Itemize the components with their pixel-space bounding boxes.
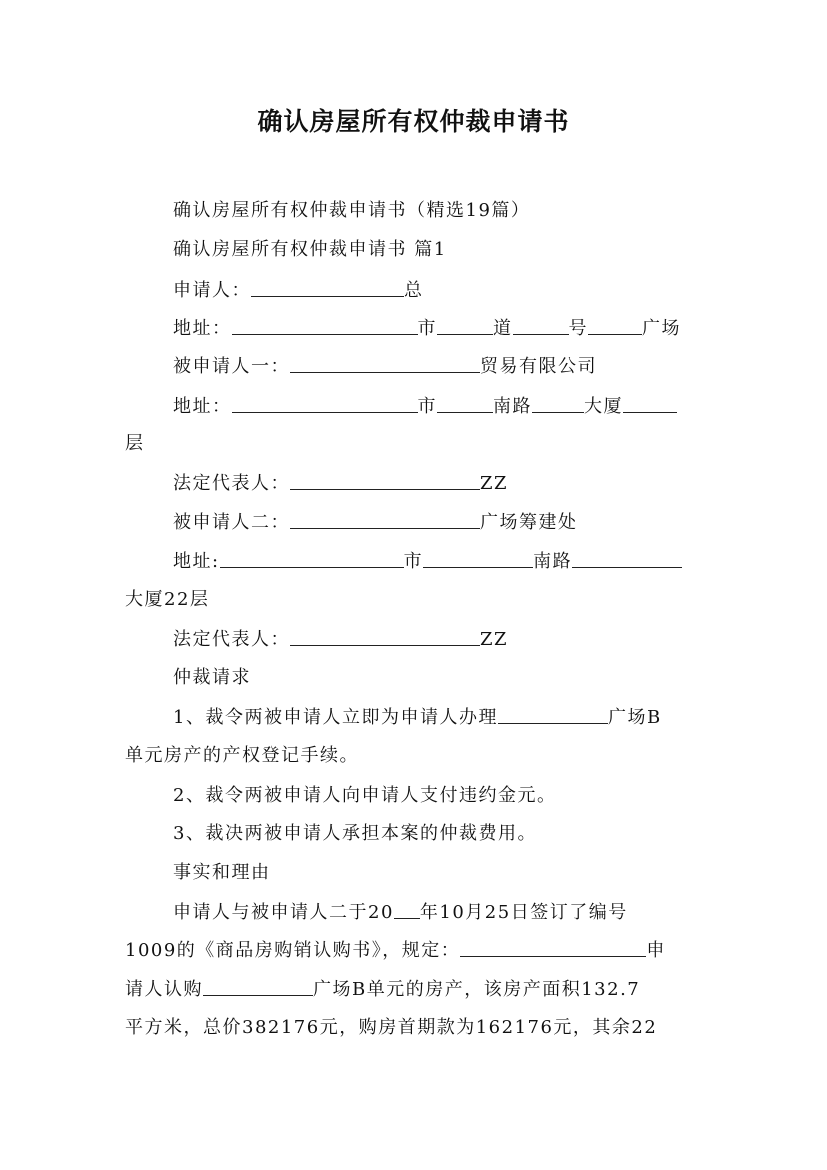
label: 法定代表人： bbox=[173, 473, 290, 494]
text: 市 bbox=[417, 318, 437, 339]
text: 南路 bbox=[493, 396, 532, 417]
section-heading bbox=[173, 238, 447, 262]
respondent-two-address-line bbox=[173, 549, 682, 574]
text: 南路 bbox=[533, 551, 573, 572]
blank-underline bbox=[498, 705, 608, 724]
blank-underline bbox=[290, 510, 480, 529]
text: 1009的《商品房购销认购书》，规定： bbox=[125, 940, 461, 961]
text: 1、裁令两被申请人立即为申请人办理 bbox=[173, 707, 498, 728]
text: 申请人与被申请人二于20 bbox=[173, 902, 394, 923]
applicant-address-line bbox=[173, 316, 681, 341]
blank-underline bbox=[251, 278, 404, 297]
applicant-line bbox=[173, 278, 424, 303]
respondent-two-line bbox=[173, 510, 578, 535]
blank-underline bbox=[460, 938, 646, 957]
blank-underline bbox=[532, 394, 584, 413]
blank-underline bbox=[437, 394, 493, 413]
paragraph-line bbox=[125, 977, 640, 1002]
blank-underline bbox=[423, 549, 533, 568]
text: 平方米，总价382176元，购房首期款为162176元，其余22 bbox=[125, 1017, 658, 1038]
blank-underline bbox=[437, 316, 493, 335]
text: 贸易有限公司 bbox=[480, 356, 597, 377]
blank-underline bbox=[220, 549, 404, 568]
paragraph-line bbox=[173, 900, 628, 925]
text: 事实和理由 bbox=[173, 862, 271, 883]
text: 确认房屋所有权仲裁申请书（精选19篇） bbox=[173, 200, 531, 221]
paragraph-line bbox=[125, 1016, 657, 1040]
request-item-1 bbox=[173, 705, 662, 730]
section-heading bbox=[173, 666, 251, 690]
text: 市 bbox=[403, 551, 424, 572]
text: ZZ bbox=[480, 473, 509, 494]
respondent-one-address-line bbox=[173, 394, 677, 419]
blank-underline bbox=[394, 900, 420, 919]
label: 被申请人二： bbox=[173, 512, 290, 533]
text: 号 bbox=[568, 318, 588, 339]
blank-underline bbox=[623, 394, 677, 413]
text-line bbox=[125, 744, 359, 768]
legal-rep-line bbox=[173, 471, 508, 496]
document-title: 确认房屋所有权仲裁申请书 bbox=[257, 107, 570, 136]
doc-subtitle bbox=[173, 199, 530, 223]
blank-underline bbox=[203, 977, 313, 996]
blank-underline bbox=[572, 549, 682, 568]
text: 广场筹建处 bbox=[480, 512, 578, 533]
blank-underline bbox=[588, 316, 642, 335]
request-item-2 bbox=[173, 784, 556, 808]
text: 广场 bbox=[642, 318, 681, 339]
text: 道 bbox=[493, 318, 513, 339]
label: 申请人： bbox=[173, 280, 251, 301]
text: 单元房产的产权登记手续。 bbox=[125, 745, 359, 766]
text: 3、裁决两被申请人承担本案的仲裁费用。 bbox=[173, 823, 537, 844]
request-item-3 bbox=[173, 822, 537, 846]
text: 广场B单元的房产，该房产面积132.7 bbox=[313, 979, 641, 1000]
text: 市 bbox=[417, 396, 437, 417]
blank-underline bbox=[290, 627, 480, 646]
text: 年10月25日签订了编号 bbox=[419, 902, 628, 923]
blank-underline bbox=[513, 316, 569, 335]
text: 层 bbox=[125, 433, 145, 454]
respondent-one-line bbox=[173, 354, 597, 379]
text: 2、裁令两被申请人向申请人支付违约金元。 bbox=[173, 785, 557, 806]
label: 法定代表人： bbox=[173, 629, 290, 650]
text: 申 bbox=[646, 940, 666, 961]
text: 大厦 bbox=[584, 396, 623, 417]
legal-rep-line bbox=[173, 627, 508, 652]
text-line bbox=[125, 432, 145, 456]
blank-underline bbox=[232, 394, 418, 413]
blank-underline bbox=[232, 316, 418, 335]
paragraph-line bbox=[125, 938, 666, 963]
section-heading bbox=[173, 861, 271, 885]
label: 地址： bbox=[173, 396, 232, 417]
text: ZZ bbox=[480, 629, 509, 650]
label: 地址： bbox=[173, 318, 232, 339]
text: 仲裁请求 bbox=[173, 667, 251, 688]
blank-underline bbox=[290, 471, 480, 490]
label: 被申请人一： bbox=[173, 356, 290, 377]
text: 确认房屋所有权仲裁申请书 篇1 bbox=[173, 239, 447, 260]
text: 总 bbox=[404, 280, 424, 301]
text: 请人认购 bbox=[125, 979, 203, 1000]
label: 地址: bbox=[173, 551, 220, 572]
text: 广场B bbox=[607, 707, 662, 728]
text-line bbox=[125, 588, 209, 612]
blank-underline bbox=[290, 354, 480, 373]
text: 大厦22层 bbox=[125, 589, 210, 610]
